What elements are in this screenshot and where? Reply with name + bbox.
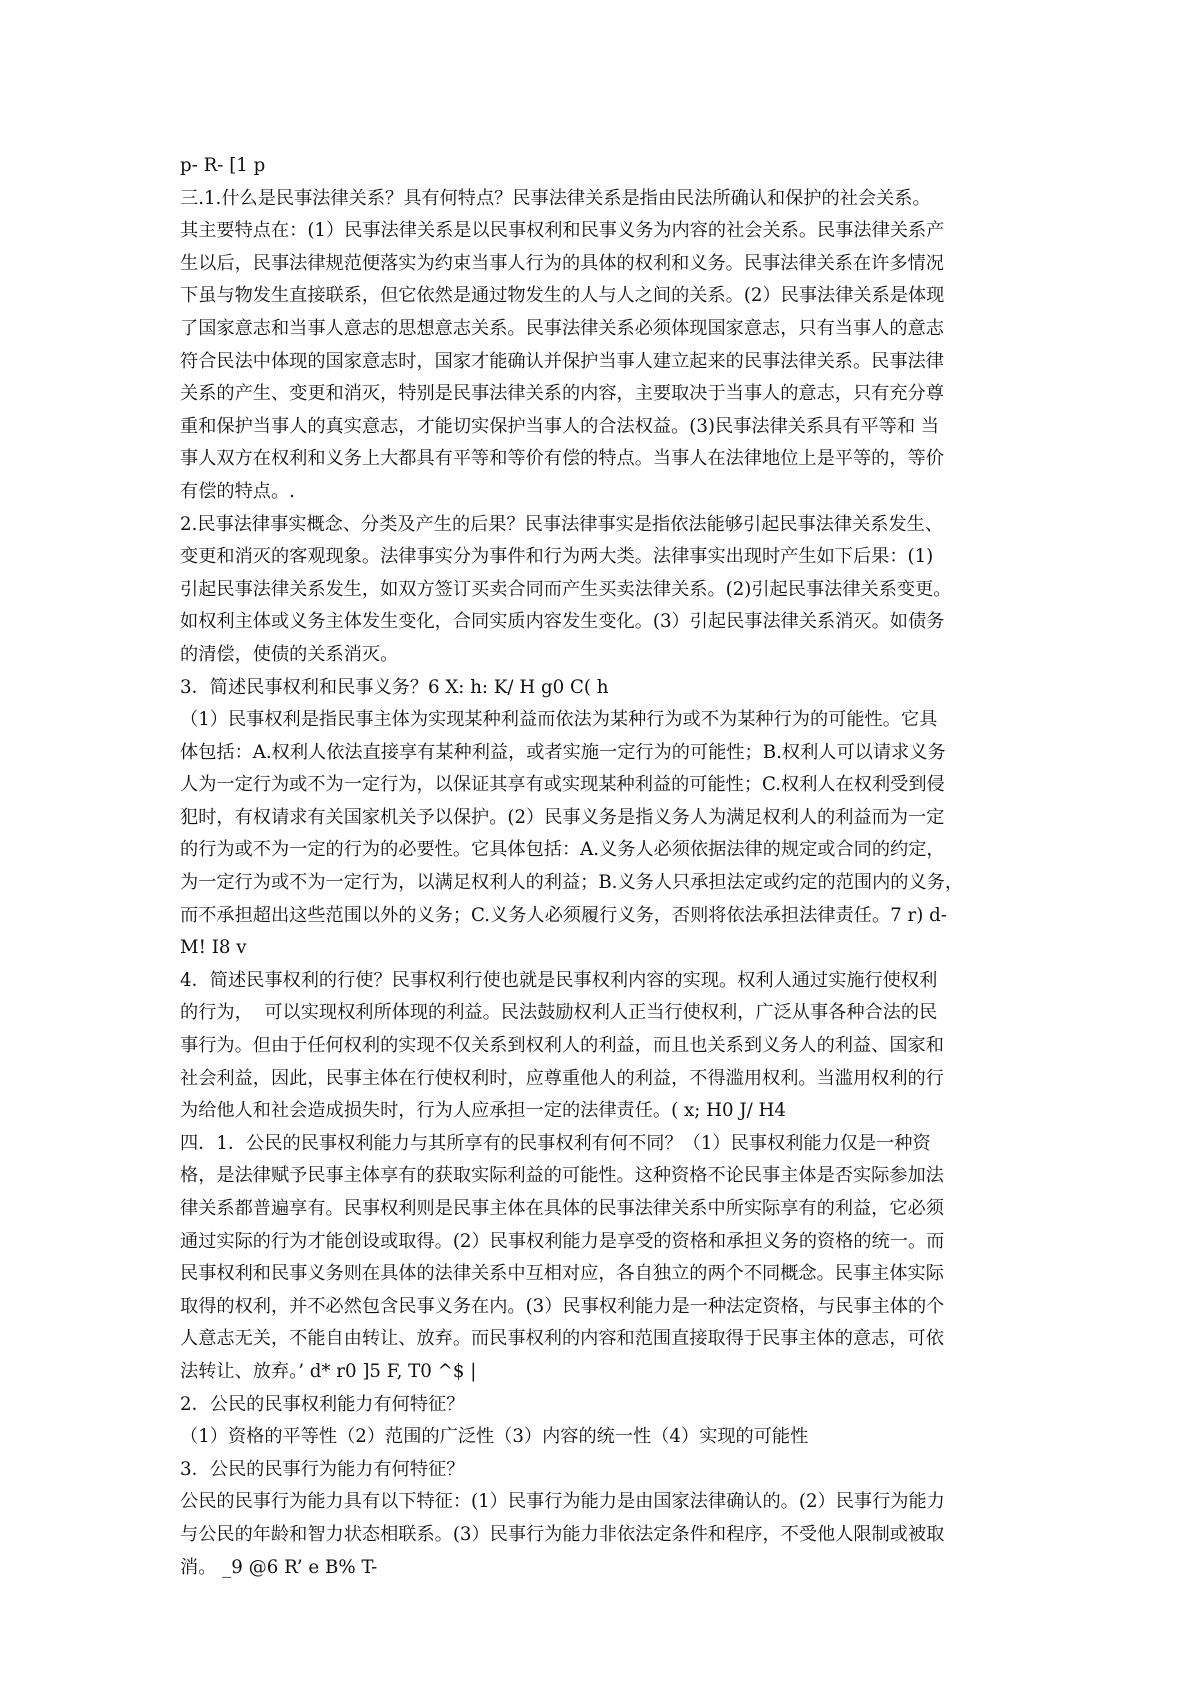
text-line: 民事权利和民事义务则在具体的法律关系中互相对应，各自独立的两个不同概念。民事主体实际: [180, 1263, 944, 1285]
text-line: 人意志无关，不能自由转让、放弃。而民事权利的内容和范围直接取得于民事主体的意志，可依: [180, 1328, 944, 1350]
text-line: 律关系都普遍享有。民事权利则是民事主体在具体的民事法律关系中所实际享有的利益，它必须: [180, 1198, 944, 1219]
text-line: 事行为。但由于任何权利的实现不仅关系到权利人的利益，而且也关系到义务人的利益、国家和: [180, 1035, 944, 1057]
text-line: 消。 _9 @6 R’ e B% T-: [180, 1556, 378, 1578]
question-heading: 2.民事法律事实概念、分类及产生的后果？民事法律事实是指依法能够引起民事法律关系发生、: [180, 513, 944, 535]
text-line: p- R- [1 p: [180, 155, 266, 176]
text-line: （1）民事权利是指民事主体为实现某种利益而依法为某种行为或不为某种行为的可能性。它具: [180, 709, 938, 731]
text-line: 重和保护当事人的真实意志，才能切实保护当事人的合法权益。(3)民事法律关系具有平等和 当: [180, 415, 940, 437]
text-line: 变更和消灭的客观现象。法律事实分为事件和行为两大类。法律事实出现时产生如下后果：(1): [180, 546, 934, 568]
text-line: 引起民事法律关系发生，如双方签订买卖合同而产生买卖法律关系。(2)引起民事法律关系变更。: [180, 578, 952, 600]
text-line: M! I8 v: [180, 937, 247, 959]
question-heading: 3．公民的民事行为能力有何特征？: [180, 1458, 465, 1480]
text-line: 体包括：A.权利人依法直接享有某种利益，或者实施一定行为的可能性；B.权利人可以请求义务: [180, 741, 946, 763]
text-line: 与公民的年龄和智力状态相联系。(3）民事行为能力非依法定条件和程序，不受他人限制或被取: [180, 1523, 945, 1545]
text-line: 格，是法律赋予民事主体享有的获取实际利益的可能性。这种资格不论民事主体是否实际参加法: [180, 1165, 944, 1187]
text-line: 符合民法中体现的国家意志时，国家才能确认并保护当事人建立起来的民事法律关系。民事法律: [180, 350, 944, 372]
text-line: 关系的产生、变更和消灭，特别是民事法律关系的内容，主要取决于当事人的意志，只有充分尊: [180, 383, 944, 405]
text-line: 为给他人和社会造成损失时，行为人应承担一定的法律责任。( x; H0 J/ H4: [180, 1100, 786, 1122]
document-body: [180, 150, 1025, 1584]
text-line: 的行为或不为一定的行为的必要性。它具体包括：A.义务人必须依据法律的规定或合同的约定，: [180, 839, 945, 861]
text-line: 公民的民事行为能力具有以下特征：(1）民事行为能力是由国家法律确认的。(2）民事行为能力: [180, 1491, 945, 1513]
text-line: 通过实际的行为才能创设或取得。(2）民事权利能力是享受的资格和承担义务的资格的统一。而: [180, 1230, 945, 1252]
text-line: 的清偿，使债的关系消灭。: [180, 643, 399, 665]
text-line: 生以后，民事法律规范便落实为约束当事人行为的具体的权利和义务。民事法律关系在许多情况: [180, 252, 944, 274]
text-line: 社会利益，因此，民事主体在行使权利时，应尊重他人的利益，不得滥用权利。当滥用权利的行: [180, 1067, 944, 1089]
text-line: 法转让、放弃。’ d* r0 ]5 F, T0 ^$ |: [180, 1360, 477, 1382]
text-line: 人为一定行为或不为一定行为，以保证其享有或实现某种利益的可能性；C.权利人在权利受到侵: [180, 774, 945, 796]
question-heading: 三.1.什么是民事法律关系？具有何特点？民事法律关系是指由民法所确认和保护的社会关系。: [180, 187, 931, 209]
text-line: 而不承担超出这些范围以外的义务；C.义务人必须履行义务，否则将依法承担法律责任。7 r) d-: [180, 904, 947, 926]
question-heading: 四．1．公民的民事权利能力与其所享有的民事权利有何不同？（1）民事权利能力仅是一种资: [180, 1132, 931, 1154]
text-line: 事人双方在权利和义务上大都具有平等和等价有偿的特点。当事人在法律地位上是平等的，等价: [180, 448, 944, 470]
text-line: 如权利主体或义务主体发生变化，合同实质内容发生变化。(3）引起民事法律关系消灭。如债务: [180, 611, 945, 633]
text-line: 其主要特点在：(1）民事法律关系是以民事权利和民事义务为内容的社会关系。民事法律关系产: [180, 220, 945, 242]
text-line: 了国家意志和当事人意志的思想意志关系。民事法律关系必须体现国家意志，只有当事人的意志: [180, 317, 944, 339]
question-heading: 3．简述民事权利和民事义务？6 X: h: K/ H g0 C( h: [180, 676, 609, 698]
text-line: 下虽与物发生直接联系，但它依然是通过物发生的人与人之间的关系。(2）民事法律关系是体现: [180, 285, 945, 307]
text-line: （1）资格的平等性（2）范围的广泛性（3）内容的统一性（4）实现的可能性: [180, 1426, 809, 1448]
text-line: 为一定行为或不为一定行为，以满足权利人的利益；B.义务人只承担法定或约定的范围内的义务，: [180, 872, 964, 894]
text-line: 的行为， 可以实现权利所体现的利益。民法鼓励权利人正当行使权利，广泛从事各种合法的民: [180, 1002, 938, 1024]
question-heading: 4．简述民事权利的行使？民事权利行使也就是民事权利内容的实现。权利人通过实施行使权利: [180, 969, 938, 991]
question-heading: 2．公民的民事权利能力有何特征？: [180, 1393, 465, 1415]
text-line: 有偿的特点。.: [180, 480, 295, 502]
text-line: 取得的权利，并不必然包含民事义务在内。(3）民事权利能力是一种法定资格，与民事主体的个: [180, 1295, 945, 1317]
text-line: 犯时，有权请求有关国家机关予以保护。(2）民事义务是指义务人为满足权利人的利益而为一定: [180, 806, 945, 828]
